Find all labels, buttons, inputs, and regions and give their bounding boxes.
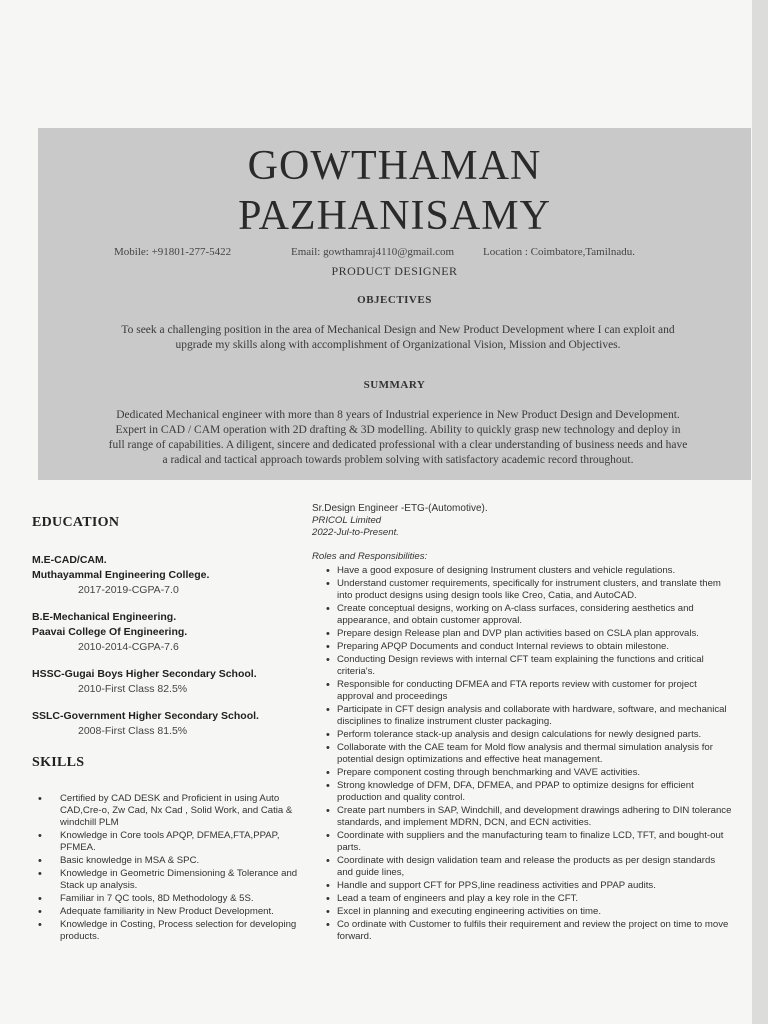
header-band — [38, 128, 751, 480]
list-item: • Knowledge in Costing, Process selection for developing products. — [32, 919, 302, 943]
email-address: Email: gowthamraj4110@gmail.com — [291, 246, 455, 258]
job-period: 2022-Jul-to-Present. — [312, 527, 399, 538]
list-item: • Lead a team of engineers and play a key role in the CFT. — [312, 893, 732, 905]
list-item: • Have a good exposure of designing Instrument clusters and vehicle regulations. — [312, 565, 732, 577]
list-item: • Responsible for conducting DFMEA and FTA reports review with customer for project approval and proceedings — [312, 679, 732, 703]
institution: HSSC-Gugai Boys Higher Secondary School. — [32, 668, 257, 680]
objectives-heading: OBJECTIVES — [357, 294, 432, 306]
grade: 2017-2019-CGPA-7.0 — [78, 584, 179, 596]
list-item: • Conducting Design reviews with internal CFT team explaining the functions and critical criteria's. — [312, 654, 732, 678]
objectives-text: To seek a challenging position in the area of Mechanical Design and New Product Development where I can exploit and upgrade my skills along with accomplishment of Organizational Vision, Mission and Objectives. — [121, 324, 675, 351]
job-title: Sr.Design Engineer -ETG-(Automotive). — [312, 503, 488, 514]
right-column — [312, 503, 732, 944]
list-item: • Prepare component costing through benchmarking and VAVE activities. — [312, 767, 732, 779]
role-title: PRODUCT DESIGNER — [331, 264, 458, 278]
list-item: • Prepare design Release plan and DVP plan activities based on CSLA plan approvals. — [312, 628, 732, 640]
last-name: PAZHANISAMY — [238, 193, 551, 239]
list-item: • Familiar in 7 QC tools, 8D Methodology & 5S. — [32, 893, 302, 905]
list-item: • Preparing APQP Documents and conduct Internal reviews to obtain milestone. — [312, 641, 732, 653]
grade: 2010-2014-CGPA-7.6 — [78, 641, 179, 653]
list-item: • Coordinate with suppliers and the manufacturing team to finalize LCD, TFT, and bought-out parts. — [312, 830, 732, 854]
education-item — [32, 553, 302, 598]
list-item: • Basic knowledge in MSA & SPC. — [32, 855, 302, 867]
list-item: • Knowledge in Core tools APQP, DFMEA,FTA,PPAP, PFMEA. — [32, 830, 302, 854]
skills-heading: SKILLS — [32, 755, 85, 770]
list-item: • Handle and support CFT for PPS,line readiness activities and PPAP audits. — [312, 880, 732, 892]
list-item: • Knowledge in Geometric Dimensioning & Tolerance and Stack up analysis. — [32, 868, 302, 892]
grade: 2008-First Class 81.5% — [78, 725, 188, 737]
institution: Muthayammal Engineering College. — [32, 569, 210, 581]
education-heading: EDUCATION — [32, 515, 120, 530]
list-item: • Create part numbers in SAP, Windchill, and development drawings adhering to DIN tolerance standards, and implement MDRN, DCN, and ECN activities. — [312, 805, 732, 829]
list-item: • Collaborate with the CAE team for Mold flow analysis and thermal simulation analysis for potential design optimizations and effective heat management. — [312, 742, 732, 766]
list-item: • Understand customer requirements, specifically for instrument clusters, and translate them into product designs using design tools like Creo, Catia, and AutoCAD. — [312, 578, 732, 602]
list-item: • Create conceptual designs, working on A-class surfaces, considering aesthetics and appearance, and obtain customer approval. — [312, 603, 732, 627]
list-item: • Excel in planning and executing engineering activities on time. — [312, 906, 732, 918]
roles-list — [312, 565, 732, 943]
left-column — [32, 515, 302, 944]
institution: SSLC-Government Higher Secondary School. — [32, 710, 259, 722]
roles-heading: Roles and Responsibilities: — [312, 551, 428, 562]
degree: B.E-Mechanical Engineering. — [32, 611, 177, 623]
degree: M.E-CAD/CAM. — [32, 554, 107, 566]
skills-list — [32, 793, 302, 943]
education-item — [32, 667, 302, 697]
mobile-number: Mobile: +91801-277-5422 — [114, 246, 232, 258]
list-item: • Adequate familiarity in New Product Development. — [32, 906, 302, 918]
list-item: • Perform tolerance stack-up analysis and design calculations for newly designed parts. — [312, 729, 732, 741]
list-item: • Participate in CFT design analysis and collaborate with hardware, software, and mechanical disciplines to finalize instrument cluster packaging. — [312, 704, 732, 728]
list-item: • Strong knowledge of DFM, DFA, DFMEA, and PPAP to optimize designs for efficient production and quality control. — [312, 780, 732, 804]
education-item — [32, 610, 302, 655]
summary-heading: SUMMARY — [363, 379, 426, 391]
list-item: • Co ordinate with Customer to fulfils their requirement and review the project on time to move forward. — [312, 919, 732, 943]
list-item: • Coordinate with design validation team and release the products as per design standards and guide lines, — [312, 855, 732, 879]
first-name: GOWTHAMAN — [247, 143, 542, 189]
scan-edge — [752, 0, 768, 1024]
education-item — [32, 709, 302, 739]
location: Location : Coimbatore,Tamilnadu. — [483, 246, 635, 258]
grade: 2010-First Class 82.5% — [78, 683, 188, 695]
summary-text: Dedicated Mechanical engineer with more than 8 years of Industrial experience in New Product Design and Development. Expert in CAD / CAM operation with 2D drafting & 3D modelling. Ability to quickly grasp new technology and deploy in full range of capabilities. A diligent, sincere and dedicated professional with a clear understanding of business needs and have a radical and tactical approach towards problem solving with satisfactory academic record throughout. — [108, 409, 688, 466]
institution: Paavai College Of Engineering. — [32, 626, 188, 638]
list-item: • Certified by CAD DESK and Proficient in using Auto CAD,Cre-o, Zw Cad, Nx Cad , Solid Work, and Catia & windchill PLM — [32, 793, 302, 829]
company-name: PRICOL Limited — [312, 515, 382, 526]
